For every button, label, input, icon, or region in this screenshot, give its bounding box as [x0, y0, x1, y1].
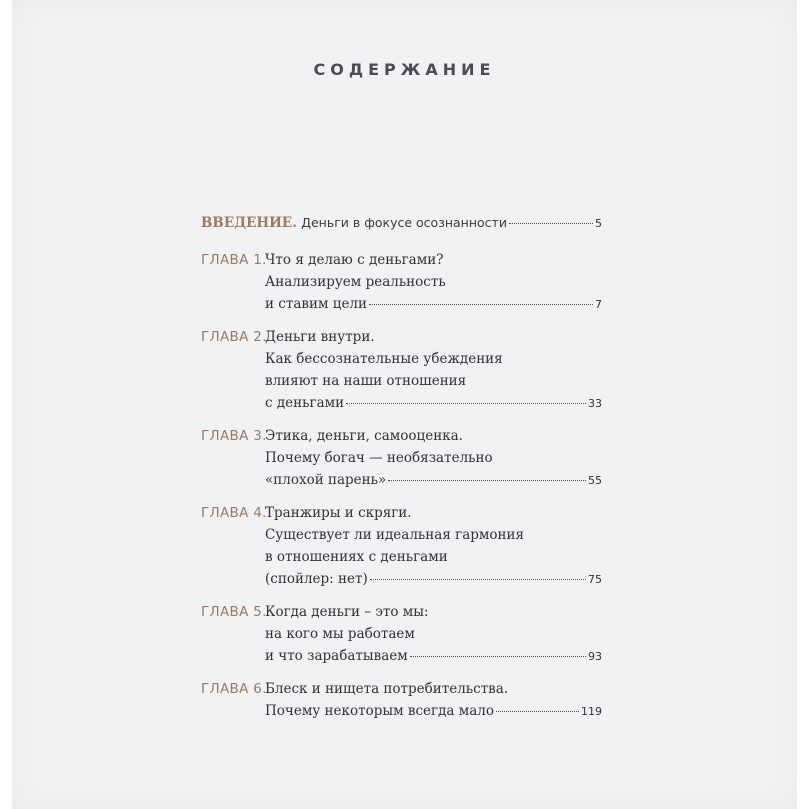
page-number: 93 [588, 650, 602, 663]
toc-entry-intro [201, 213, 602, 234]
page-number: 119 [581, 705, 602, 718]
leader-dots [370, 579, 586, 580]
leader-dots [410, 656, 586, 657]
page-number: 33 [588, 397, 602, 410]
chapter-5-line: на кого мы работаем [265, 626, 415, 642]
chapter-4-line: в отношениях с деньгами [265, 549, 448, 565]
chapter-1-line: Что я делаю с деньгами? [265, 252, 444, 268]
leader-dots [346, 403, 586, 404]
chapter-2-line: с деньгами 33 [265, 393, 602, 414]
chapter-4-line: Существует ли идеальная гармония [265, 527, 525, 543]
chapter-3-line: «плохой парень» 55 [265, 470, 602, 491]
chapter-2-line: Деньги внутри. [265, 329, 375, 345]
leader-dots [369, 304, 593, 305]
leader-dots [388, 480, 586, 481]
chapter-1-line: Анализируем реальность [265, 274, 446, 290]
page-number: 75 [588, 573, 602, 586]
page-number: 7 [595, 298, 602, 311]
leader-dots [496, 711, 579, 712]
toc-intro-title: Деньги в фокусе осознанности [301, 215, 507, 230]
chapter-2-label: ГЛАВА 2. [201, 329, 267, 345]
chapter-2-line: влияют на наши отношения [265, 373, 467, 389]
chapter-6-line: Блеск и нищета потребительства. [265, 681, 509, 697]
chapter-1-line: и ставим цели 7 [265, 294, 602, 315]
chapter-5-line: Когда деньги – это мы: [265, 604, 429, 620]
chapter-2-line: Как бессознательные убеждения [265, 351, 503, 367]
chapter-6-label: ГЛАВА 6. [201, 681, 267, 697]
page-number: 5 [595, 217, 602, 230]
toc-intro-label: ВВЕДЕНИЕ. [201, 215, 297, 231]
chapter-4-line: (спойлер: нет) 75 [265, 569, 602, 590]
leader-dots [509, 223, 593, 224]
chapter-3-label: ГЛАВА 3. [201, 428, 267, 444]
page-title: СОДЕРЖАНИЕ [313, 60, 496, 79]
chapter-3-line: Почему богач — необязательно [265, 450, 493, 466]
chapter-4-line: Транжиры и скряги. [265, 505, 412, 521]
page-number: 55 [588, 474, 602, 487]
chapter-6-line: Почему некоторым всегда мало 119 [265, 701, 602, 722]
chapter-5-line: и что зарабатываем 93 [265, 646, 602, 667]
chapter-5-label: ГЛАВА 5. [201, 604, 267, 620]
chapter-4-label: ГЛАВА 4. [201, 505, 267, 521]
chapter-1-label: ГЛАВА 1. [201, 252, 267, 268]
chapter-3-line: Этика, деньги, самооценка. [265, 428, 463, 444]
